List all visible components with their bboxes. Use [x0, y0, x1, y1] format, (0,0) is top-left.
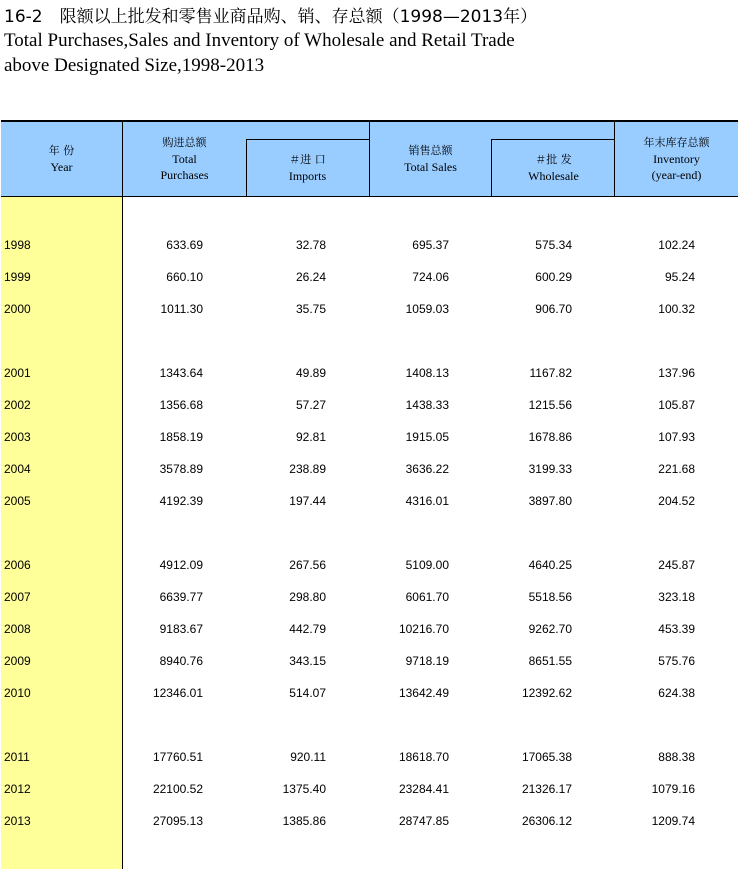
header-imports-en: Imports: [288, 168, 327, 183]
imports-cell: 1385.86: [282, 814, 326, 828]
sales-cell: 695.37: [412, 238, 449, 252]
purchases-cell: 4192.39: [159, 494, 203, 508]
table-row: [1, 555, 738, 575]
imports-cell: 57.27: [295, 398, 326, 412]
wholesale-cell: 8651.55: [528, 654, 572, 668]
header-wholesale-en: Wholesale: [528, 168, 579, 183]
purchases-cell: 1011.30: [160, 302, 203, 316]
purchases-cell: 1858.19: [159, 430, 203, 444]
header-inventory: [615, 122, 738, 196]
inventory-cell: 100.32: [658, 302, 695, 316]
table-row: [1, 395, 738, 415]
year-cell: 2013: [4, 814, 31, 828]
year-cell: 2004: [4, 462, 31, 476]
table-row: [1, 459, 738, 479]
inventory-cell: 107.93: [658, 430, 695, 444]
imports-cell: 49.89: [295, 366, 326, 380]
header-imports-cn: ＃进 口: [289, 152, 326, 166]
header-wholesale-cn: ＃批 发: [535, 152, 572, 166]
table-row: [1, 491, 738, 511]
sales-cell: 3636.22: [405, 462, 449, 476]
sales-cell: 1915.05: [405, 430, 449, 444]
imports-cell: 32.78: [295, 238, 326, 252]
header-year: [1, 122, 122, 196]
header-year-en: Year: [50, 160, 73, 174]
inventory-cell: 105.87: [658, 398, 695, 412]
sales-cell: 5109.00: [405, 558, 449, 572]
header-purchases-en2: Purchases: [160, 168, 209, 182]
table-row: [1, 779, 738, 799]
year-cell: 2001: [4, 366, 31, 380]
table-row: [1, 651, 738, 671]
table-row: [1, 267, 738, 287]
wholesale-cell: 5518.56: [528, 590, 572, 604]
sales-cell: 1408.13: [405, 366, 449, 380]
header-divider: [614, 122, 615, 196]
imports-cell: 267.56: [289, 558, 326, 572]
header-purchases-cn: 购进总额: [162, 136, 207, 149]
wholesale-cell: 12392.62: [521, 686, 572, 700]
table-row: [1, 811, 738, 831]
header-divider: [122, 122, 123, 196]
purchases-cell: 633.69: [166, 238, 203, 252]
purchases-cell: 1356.68: [159, 398, 203, 412]
imports-cell: 92.81: [295, 430, 326, 444]
imports-cell: 26.24: [295, 270, 326, 284]
imports-cell: 343.15: [289, 654, 326, 668]
purchases-cell: 4912.09: [159, 558, 203, 572]
year-column-divider: [122, 197, 123, 869]
header-wholesale: [492, 139, 615, 196]
purchases-cell: 12346.01: [152, 686, 203, 700]
year-cell: 1998: [4, 238, 31, 252]
wholesale-cell: 4640.25: [528, 558, 572, 572]
header-sales-cn: 销售总额: [408, 144, 453, 157]
purchases-cell: 22100.52: [152, 782, 203, 796]
wholesale-cell: 1215.56: [528, 398, 572, 412]
imports-cell: 238.89: [289, 462, 326, 476]
imports-cell: 197.44: [289, 494, 326, 508]
purchases-cell: 6639.77: [159, 590, 203, 604]
inventory-cell: 888.38: [658, 750, 695, 764]
header-inventory-en2: (year-end): [651, 168, 702, 182]
year-cell: 2002: [4, 398, 31, 412]
year-cell: 2008: [4, 622, 31, 636]
year-cell: 2000: [4, 302, 31, 316]
header-subrule: [246, 139, 370, 140]
inventory-cell: 453.39: [658, 622, 695, 636]
inventory-cell: 1079.16: [651, 782, 695, 796]
header-imports: [246, 139, 369, 196]
purchases-cell: 17760.51: [152, 750, 203, 764]
sales-cell: 1438.33: [405, 398, 449, 412]
table-row: [1, 747, 738, 767]
wholesale-cell: 575.34: [535, 238, 572, 252]
sales-cell: 4316.01: [405, 494, 449, 508]
header-inventory-cn: 年末库存总额: [643, 136, 710, 149]
table-row: [1, 235, 738, 255]
header-divider: [369, 122, 370, 196]
year-cell: 2003: [4, 430, 31, 444]
year-cell: 2010: [4, 686, 31, 700]
header-divider: [246, 139, 247, 196]
inventory-cell: 221.68: [658, 462, 695, 476]
imports-cell: 920.11: [290, 750, 326, 764]
imports-cell: 298.80: [289, 590, 326, 604]
sales-cell: 23284.41: [398, 782, 449, 796]
year-column-highlight: [1, 197, 122, 869]
wholesale-cell: 9262.70: [528, 622, 572, 636]
year-cell: 1999: [4, 270, 31, 284]
inventory-cell: 245.87: [658, 558, 695, 572]
data-table: [1, 120, 738, 869]
inventory-cell: 624.38: [658, 686, 695, 700]
purchases-cell: 9183.67: [159, 622, 203, 636]
header-year-cn: 年 份: [48, 144, 75, 157]
header-purchases-en1: Total: [172, 152, 197, 166]
purchases-cell: 1343.64: [159, 366, 203, 380]
inventory-cell: 137.96: [658, 366, 695, 380]
wholesale-cell: 26306.12: [521, 814, 572, 828]
year-cell: 2006: [4, 558, 31, 572]
table-row: [1, 299, 738, 319]
table-title-english-line2: above Designated Size,1998-2013: [4, 55, 265, 76]
title-block: [4, 6, 734, 78]
sales-cell: 9718.19: [405, 654, 449, 668]
year-cell: 2012: [4, 782, 31, 796]
table-title-chinese: 16-2 限额以上批发和零售业商品购、销、存总额（1998—2013年）: [4, 7, 538, 27]
purchases-cell: 3578.89: [159, 462, 203, 476]
sales-cell: 13642.49: [398, 686, 449, 700]
wholesale-cell: 1167.82: [529, 366, 572, 380]
sales-cell: 18618.70: [398, 750, 449, 764]
imports-cell: 35.75: [295, 302, 326, 316]
year-cell: 2011: [4, 750, 30, 764]
sales-cell: 10216.70: [398, 622, 449, 636]
table-row: [1, 427, 738, 447]
wholesale-cell: 906.70: [535, 302, 572, 316]
sales-cell: 1059.03: [405, 302, 449, 316]
purchases-cell: 8940.76: [159, 654, 203, 668]
header-sales-en: Total Sales: [404, 160, 457, 174]
inventory-cell: 95.24: [664, 270, 695, 284]
wholesale-cell: 1678.86: [528, 430, 572, 444]
header-subrule: [491, 139, 615, 140]
table-row: [1, 587, 738, 607]
inventory-cell: 102.24: [658, 238, 695, 252]
wholesale-cell: 3897.80: [528, 494, 572, 508]
purchases-cell: 27095.13: [152, 814, 203, 828]
inventory-cell: 204.52: [658, 494, 695, 508]
imports-cell: 1375.40: [282, 782, 326, 796]
table-row: [1, 619, 738, 639]
header-divider: [491, 139, 492, 196]
wholesale-cell: 600.29: [535, 270, 572, 284]
inventory-cell: 323.18: [658, 590, 695, 604]
sales-cell: 6061.70: [405, 590, 449, 604]
imports-cell: 442.79: [289, 622, 326, 636]
header-total-purchases: [123, 122, 246, 196]
wholesale-cell: 21326.17: [521, 782, 572, 796]
imports-cell: 514.07: [289, 686, 326, 700]
header-inventory-en1: Inventory: [653, 152, 700, 166]
wholesale-cell: 3199.33: [528, 462, 572, 476]
table-title-english-line1: Total Purchases,Sales and Inventory of Wholesale and Retail Trade: [4, 30, 515, 51]
purchases-cell: 660.10: [166, 270, 203, 284]
table-header: [1, 122, 738, 197]
header-total-sales: [370, 122, 491, 196]
inventory-cell: 1209.74: [651, 814, 695, 828]
sales-cell: 28747.85: [398, 814, 449, 828]
sales-cell: 724.06: [412, 270, 449, 284]
year-cell: 2005: [4, 494, 31, 508]
wholesale-cell: 17065.38: [521, 750, 572, 764]
year-cell: 2007: [4, 590, 31, 604]
table-row: [1, 683, 738, 703]
table-row: [1, 363, 738, 383]
inventory-cell: 575.76: [658, 654, 695, 668]
year-cell: 2009: [4, 654, 31, 668]
